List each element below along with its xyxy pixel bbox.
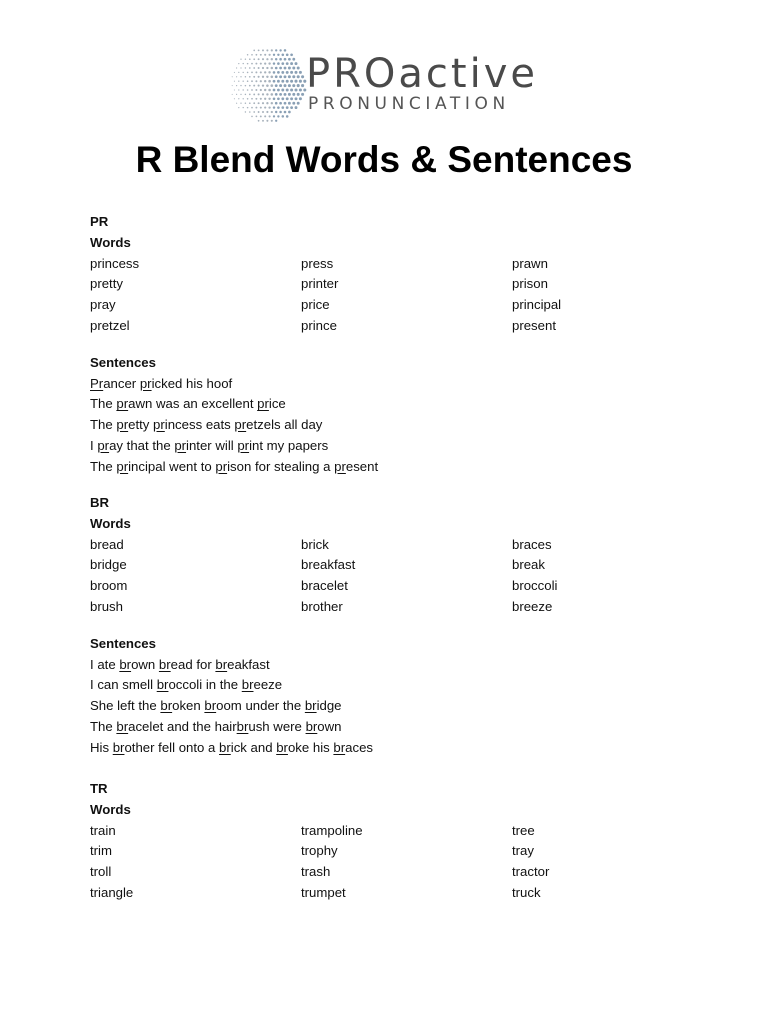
underlined-blend: br xyxy=(158,656,171,672)
word-item: present xyxy=(512,317,556,333)
logo-subtitle: PRONUNCIATION xyxy=(308,94,510,114)
underlined-blend: br xyxy=(156,677,169,693)
sentence-line: The pretty princess eats pretzels all day xyxy=(90,417,323,433)
word-item: principal xyxy=(512,297,562,313)
underlined-blend: br xyxy=(236,718,249,734)
section-br xyxy=(90,493,710,759)
word-grid xyxy=(90,535,710,618)
word-item: trim xyxy=(90,843,112,859)
word-item: tractor xyxy=(512,864,550,880)
underlined-blend: pr xyxy=(234,417,247,433)
word-grid xyxy=(90,821,710,904)
underlined-blend: br xyxy=(215,656,228,672)
halftone-circle-logo-icon xyxy=(228,42,308,126)
underlined-blend: br xyxy=(204,698,217,714)
sentence-line: His brother fell onto a brick and broke his braces xyxy=(90,739,373,755)
word-item: brush xyxy=(90,598,123,614)
sentence-line: Prancer pricked his hoof xyxy=(90,375,233,391)
word-item: price xyxy=(301,297,330,313)
word-item: broccoli xyxy=(512,578,558,594)
sentence-line: The bracelet and the hairbrush were brown xyxy=(90,718,342,734)
word-item: triangle xyxy=(90,884,134,900)
logo-wordmark: PROactive xyxy=(306,51,538,97)
word-item: prawn xyxy=(512,255,548,271)
word-item: pretzel xyxy=(90,317,130,333)
underlined-blend: pr xyxy=(215,458,228,474)
logo xyxy=(228,42,548,126)
sentences-label: Sentences xyxy=(90,354,156,370)
section-tr xyxy=(90,779,710,904)
word-item: troll xyxy=(90,864,112,880)
underlined-blend: pr xyxy=(174,437,187,453)
underlined-blend: pr xyxy=(257,396,269,412)
underlined-blend: pr xyxy=(97,437,110,453)
word-item: breeze xyxy=(512,598,553,614)
word-item: bridge xyxy=(90,557,127,573)
sentence-line: She left the broken broom under the bridge xyxy=(90,698,342,714)
word-item: pray xyxy=(90,297,116,313)
word-item: bread xyxy=(90,536,124,552)
words-label: Words xyxy=(90,234,131,250)
section-heading: TR xyxy=(90,781,108,796)
words-label: Words xyxy=(90,515,131,531)
word-item: trophy xyxy=(301,843,338,859)
sentence-line: I pray that the printer will print my papers xyxy=(90,437,329,453)
underlined-blend: Pr xyxy=(90,375,104,391)
word-item: trash xyxy=(301,864,331,880)
word-item: prince xyxy=(301,317,337,333)
sentence-line: I can smell broccoli in the breeze xyxy=(90,677,283,693)
page-title: R Blend Words & Sentences xyxy=(135,139,633,180)
underlined-blend: pr xyxy=(116,396,129,412)
underlined-blend: br xyxy=(112,739,125,755)
underlined-blend: pr xyxy=(139,375,152,391)
word-item: broom xyxy=(90,578,128,594)
word-item: printer xyxy=(301,276,339,292)
word-item: brick xyxy=(301,536,329,552)
word-item: princess xyxy=(90,255,140,271)
sentence-line: I ate brown bread for breakfast xyxy=(90,656,270,672)
word-item: trampoline xyxy=(301,822,363,838)
word-item: press xyxy=(301,255,334,271)
underlined-blend: pr xyxy=(334,458,346,474)
word-item: bracelet xyxy=(301,578,348,594)
sentences-label: Sentences xyxy=(90,635,156,651)
underlined-blend: br xyxy=(333,739,346,755)
sentence-line: The prawn was an excellent price xyxy=(90,396,286,412)
words-label: Words xyxy=(90,801,131,817)
word-item: train xyxy=(90,822,116,838)
word-item: pretty xyxy=(90,276,123,292)
underlined-blend: br xyxy=(219,739,231,755)
underlined-blend: pr xyxy=(116,417,129,433)
section-pr xyxy=(90,212,710,478)
underlined-blend: br xyxy=(241,677,254,693)
section-heading: BR xyxy=(90,495,110,510)
underlined-blend: pr xyxy=(116,458,129,474)
word-item: prison xyxy=(512,276,548,292)
word-item: break xyxy=(512,557,545,573)
word-item: tree xyxy=(512,822,535,838)
word-item: braces xyxy=(512,536,552,552)
underlined-blend: pr xyxy=(237,437,250,453)
underlined-blend: br xyxy=(160,698,173,714)
underlined-blend: pr xyxy=(153,417,165,433)
sentence-line: The principal went to prison for stealing a present xyxy=(90,458,379,474)
section-spacer xyxy=(90,618,710,634)
underlined-blend: br xyxy=(304,698,317,714)
section-spacer xyxy=(90,337,710,353)
word-item: breakfast xyxy=(301,557,356,573)
underlined-blend: br xyxy=(119,656,132,672)
word-item: brother xyxy=(301,598,343,614)
underlined-blend: br xyxy=(276,739,288,755)
underlined-blend: br xyxy=(116,718,129,734)
underlined-blend: br xyxy=(305,718,318,734)
section-heading: PR xyxy=(90,214,109,229)
word-grid xyxy=(90,254,710,337)
word-item: truck xyxy=(512,884,541,900)
word-item: trumpet xyxy=(301,884,346,900)
word-item: tray xyxy=(512,843,534,859)
